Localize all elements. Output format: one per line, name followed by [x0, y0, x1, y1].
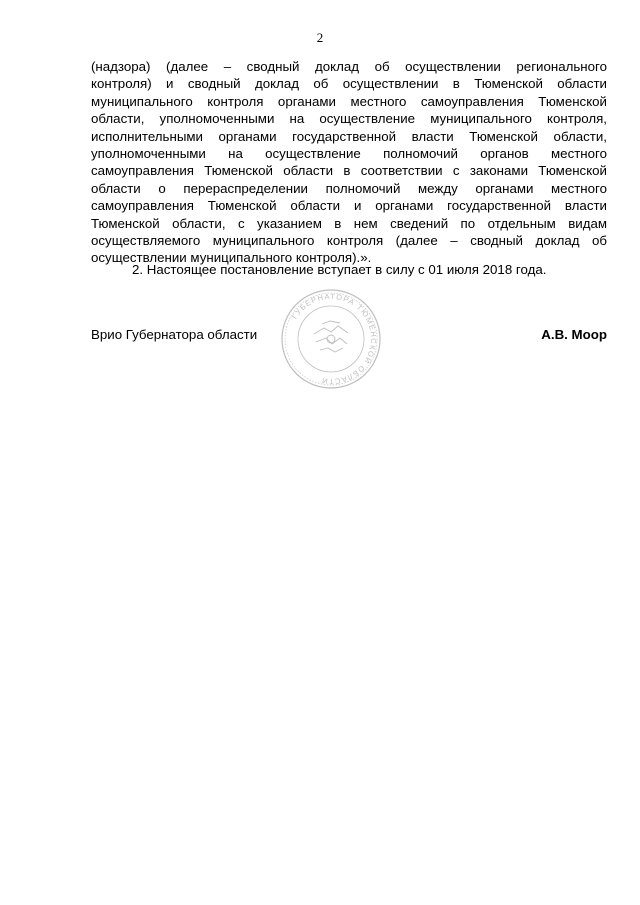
signature-title: Врио Губернатора области [91, 327, 258, 342]
paragraph-line: (надзора) (далее – сводный доклад об осуществлении регионального [91, 59, 607, 74]
paragraph-line: области о перераспределении полномочий между органами местного [91, 180, 607, 196]
point-2-effective-date: 2. Настоящее постановление вступает в силу с 01 июля 2018 года. [132, 262, 547, 277]
paragraph-last-line: осуществлении муниципального контроля).». [91, 250, 372, 266]
paragraph-line: самоуправления Тюменской области и органами государственной власти [91, 198, 607, 214]
paragraph-line: уполномоченными на осуществление полномочий органов местного [91, 146, 607, 162]
paragraph-line: осуществляемого муниципального контроля (далее – сводный доклад об [91, 233, 607, 249]
paragraph-line: исполнительными органами государственной власти Тюменской области, [91, 128, 607, 144]
page-number: 2 [316, 30, 324, 45]
paragraph-line: самоуправления Тюменской области в соответствии с законами Тюменской [91, 163, 607, 179]
paragraph-line: муниципального контроля органами местного самоуправления Тюменской [91, 93, 607, 109]
official-seal-icon [280, 288, 382, 390]
continued-paragraph [91, 58, 607, 267]
paragraph-line: Тюменской области, с указанием в нем сведений по отдельным видам [91, 215, 607, 231]
seal-text: ГУБЕРНАТОРА ТЮМЕНСКОЙ ОБЛАСТИ [289, 291, 379, 387]
signature-name: А.В. Моор [541, 327, 607, 342]
paragraph-line: контроля) и сводный доклад об осуществлении в Тюменской области [91, 76, 607, 92]
paragraph-line: области, уполномоченными на осуществление муниципального контроля, [91, 111, 607, 127]
